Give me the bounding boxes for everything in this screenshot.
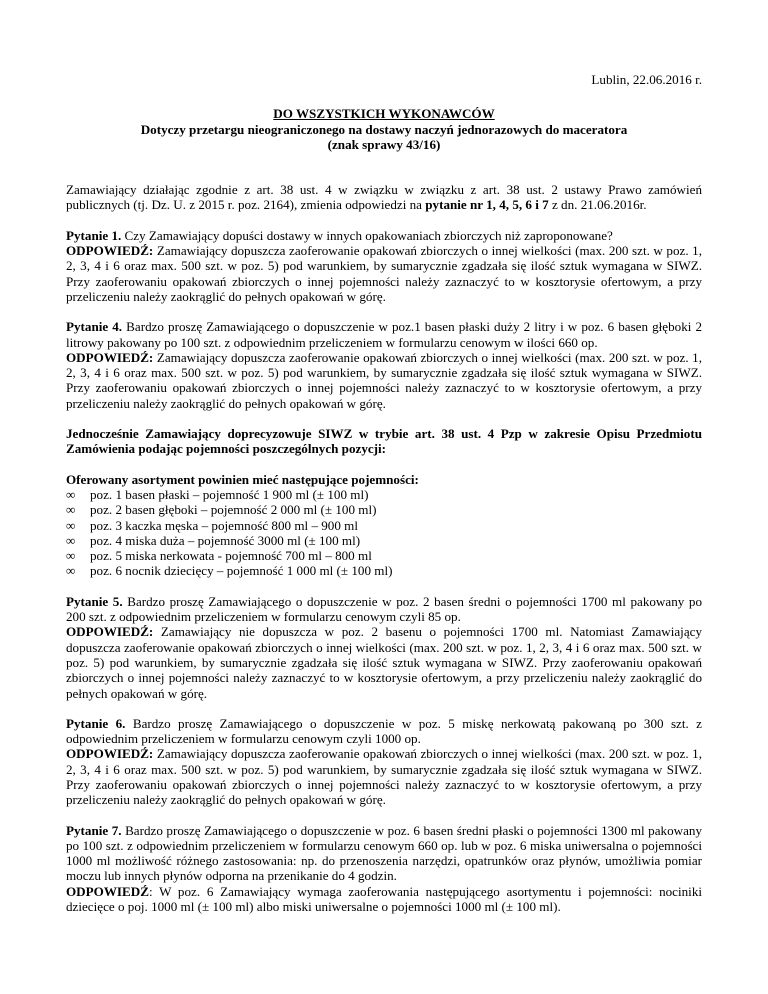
infinity-bullet-icon: ∞: [66, 517, 76, 533]
question-5-text: Pytanie 5. Bardzo proszę Zamawiającego o dopuszczenie w poz. 2 basen średni o pojemności 1700 ml pakowany po 200 szt. z odpowiednim przeliczeniem w formularzu cenowym czyli 85 op.: [66, 593, 702, 625]
question-7: [66, 823, 702, 915]
intro-paragraph: Zamawiający działając zgodnie z art. 38 ust. 4 w związku w związku z art. 38 ust. 2 ustawy Prawo zamówień publicznych (tj. Dz. U. z 2015 r. poz. 2164), zmienia odpowiedzi na pytanie nr 1, 4, 5, 6 i 7 z dn. 21.06.2016r.: [66, 182, 702, 213]
infinity-bullet-icon: ∞: [66, 563, 76, 579]
list-item: ∞ poz. 5 miska nerkowata - pojemność 700 ml – 800 ml: [66, 548, 372, 564]
question-7-text: Pytanie 7. Bardzo proszę Zamawiającego o dopuszczenie w poz. 6 basen średni płaski o pojemności 1300 ml pakowany po 100 szt. z odpowiednim przeliczeniem w formularzu cenowym 660 op. lub w poz. 6 miska uniwersalna o pojemności 1000 ml możliwość różnego zastosowania: np. do przenoszenia narzędzi, opatrunków oraz płynów, umożliwia pomiar moczu lub innych płynów odporna na przenikanie do 4 godzin.: [66, 822, 702, 884]
answer-7-text: ODPOWIEDŹ: W poz. 6 Zamawiający wymaga zaoferowania następującego asortymentu i pojemności: nociniki dziecięce o poj. 1000 ml (± 100 ml) albo miski uniwersalne o pojemności 1000 ml (± 100 ml).: [66, 883, 702, 915]
assortment-heading: Oferowany asortyment powinien mieć następujące pojemności:: [66, 471, 419, 487]
capacity-list: [66, 487, 702, 579]
document-date: Lublin, 22.06.2016 r.: [591, 72, 702, 87]
document-header: [66, 106, 702, 152]
addressee-title: DO WSZYSTKICH WYKONAWCÓW: [273, 106, 495, 122]
answer-1-text: ODPOWIEDŹ: Zamawiający dopuszcza zaoferowanie opakowań zbiorczych o innej wielkości (max. 200 szt. w poz. 1, 2, 3, 4 i 6 oraz max. 500 szt. w poz. 5) pod warunkiem, by sumarycznie zgadzała się ilość sztuk wymagana w SIWZ. Przy zaoferowaniu opakowań zbiorczych o innej pojemności należy zaznaczyć to w kosztorysie ofertowym, a przy przeliczeniu należy zaokrąglić do pełnych opakowań w górę.: [66, 243, 702, 304]
clarification-paragraph: Jednocześnie Zamawiający doprecyzowuje SIWZ w trybie art. 38 ust. 4 Pzp w zakresie Opisu Przedmiotu Zamówienia podając pojemności poszczególnych pozycji:: [66, 426, 702, 457]
question-5: [66, 594, 702, 701]
list-item: ∞ poz. 1 basen płaski – pojemność 1 900 ml (± 100 ml): [66, 486, 369, 502]
changed-questions: pytanie nr 1, 4, 5, 6 i 7: [425, 197, 549, 213]
question-4: [66, 319, 702, 411]
list-item: ∞ poz. 6 nocnik dziecięcy – pojemność 1 000 ml (± 100 ml): [66, 563, 393, 579]
list-item: ∞ poz. 3 kaczka męska – pojemność 800 ml – 900 ml: [66, 517, 358, 533]
question-4-text: Pytanie 4. Bardzo proszę Zamawiającego o dopuszczenie w poz.1 basen płaski duży 2 litry i w poz. 6 basen głęboki 2 litrowy pakowany po 100 szt. z odpowiednim przeliczeniem w formularzu cenowym w ilości 660 op.: [66, 319, 702, 350]
list-item: ∞ poz. 4 miska duża – pojemność 3000 ml (± 100 ml): [66, 532, 361, 548]
answer-4-text: ODPOWIEDŹ: Zamawiający dopuszcza zaoferowanie opakowań zbiorczych o innej wielkości (max. 200 szt. w poz. 1, 2, 3, 4 i 6 oraz max. 500 szt. w poz. 5) pod warunkiem, by sumarycznie zgadzała się ilość sztuk wymagana w SIWZ. Przy zaoferowaniu opakowań zbiorczych o innej pojemności należy zaznaczyć to w kosztorysie ofertowym, a przy przeliczeniu należy zaokrąglić do pełnych opakowań w górę.: [66, 349, 702, 411]
question-6-text: Pytanie 6. Bardzo proszę Zamawiającego o dopuszczenie w poz. 5 miskę nerkowatą pakowaną po 300 szt. z odpowiednim przeliczeniem w formularzu cenowym czyli 1000 op.: [66, 715, 702, 747]
question-1: [66, 228, 702, 304]
answer-5-text: ODPOWIEDŹ: Zamawiający nie dopuszcza w poz. 2 basenu o pojemności 1700 ml. Natomiast Zamawiający dopuszcza zaoferowanie opakowań zbiorczych o innej wielkości (max. 200 szt. w poz. 1, 2, 3, 4 i 6 oraz max. 500 szt. w poz. 5) pod warunkiem, by sumarycznie zgadzała się ilość sztuk wymagana w SIWZ. Przy zaoferowaniu opakowań zbiorczych o innej pojemności należy zaznaczyć to w kosztorysie ofertowym, a przy przeliczeniu należy zaokrąglić do pełnych opakowań w górę.: [66, 624, 702, 701]
question-1-text: Pytanie 1. Czy Zamawiający dopuści dostawy w innych opakowaniach zbiorczych niż zaproponowane?: [66, 227, 613, 243]
subject-line: Dotyczy przetargu nieograniczonego na dostawy naczyń jednorazowych do maceratora: [140, 121, 628, 137]
case-number: (znak sprawy 43/16): [327, 136, 441, 152]
infinity-bullet-icon: ∞: [66, 532, 76, 548]
infinity-bullet-icon: ∞: [66, 486, 76, 502]
question-6: [66, 716, 702, 808]
list-item: ∞ poz. 2 basen głęboki – pojemność 2 000 ml (± 100 ml): [66, 502, 377, 518]
answer-6-text: ODPOWIEDŹ: Zamawiający dopuszcza zaoferowanie opakowań zbiorczych o innej wielkości (max. 200 szt. w poz. 1, 2, 3, 4 i 6 oraz max. 500 szt. w poz. 5) pod warunkiem, by sumarycznie zgadzała się ilość sztuk wymagana w SIWZ. Przy zaoferowaniu opakowań zbiorczych o innej pojemności należy zaznaczyć to w kosztorysie ofertowym, a przy przeliczeniu należy zaokrąglić do pełnych opakowań w górę.: [66, 746, 702, 808]
infinity-bullet-icon: ∞: [66, 548, 76, 564]
infinity-bullet-icon: ∞: [66, 502, 76, 518]
